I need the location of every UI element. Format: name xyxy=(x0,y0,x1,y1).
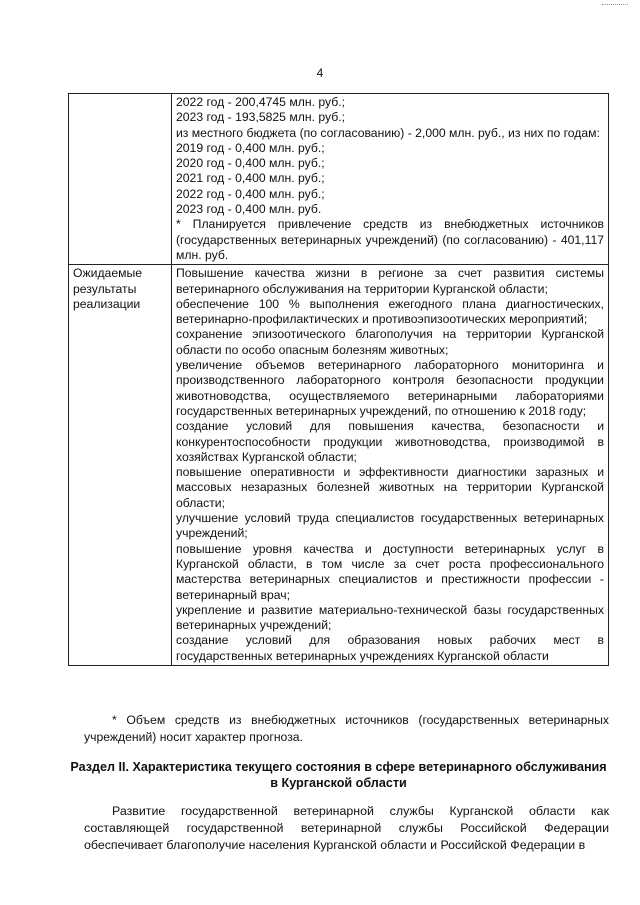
funding-line: 2023 год - 193,5825 млн. руб.; xyxy=(176,110,345,125)
result-item: увеличение объемов ветеринарного лабораторного мониторинга и производственного лабораторного контроля безопасности продукции животноводства, осуществляемого ветеринарными лабораториями государственных ветеринарных учреждений, по отношению к 2018 году; xyxy=(176,358,604,418)
results-cell xyxy=(172,265,609,666)
body-paragraph: Развитие государственной ветеринарной службы Курганской области как составляющей государственной ветеринарной службы Российской Федерации обеспечивает благополучие населения Курганской области и Российской Федерации в xyxy=(84,804,609,852)
funding-line: 2023 год - 0,400 млн. руб. xyxy=(176,202,322,217)
result-item: Повышение качества жизни в регионе за счет развития системы ветеринарного обслуживания на территории Курганской области; xyxy=(176,266,604,296)
funding-line: 2022 год - 200,4745 млн. руб.; xyxy=(176,95,345,109)
table-row xyxy=(69,94,609,265)
funding-line: 2022 год - 0,400 млн. руб.; xyxy=(176,186,325,201)
funding-line: 2021 год - 0,400 млн. руб.; xyxy=(176,171,325,186)
funding-line: 2019 год - 0,400 млн. руб.; xyxy=(176,140,325,155)
table-cell-empty xyxy=(69,94,172,265)
page-number: 4 xyxy=(316,66,324,80)
result-item: укрепление и развитие материально-технической базы государственных ветеринарных учреждений; xyxy=(176,602,604,633)
table-row xyxy=(69,265,609,666)
funding-cell xyxy=(172,94,609,265)
result-item: улучшение условий труда специалистов государственных ветеринарных учреждений; xyxy=(176,511,604,541)
results-label: Ожидаемые результаты реализации xyxy=(69,265,172,666)
funding-line: из местного бюджета (по согласованию) - 2,000 млн. руб., из них по годам: xyxy=(176,125,600,140)
corner-mark xyxy=(602,4,628,5)
result-item: создание условий для повышения качества, безопасности и конкурентоспособности продукции животноводства, производимой в хозяйствах Курганской области; xyxy=(176,419,604,464)
result-item: создание условий для образования новых рабочих мест в государственных ветеринарных учреждениях Курганской области xyxy=(176,633,604,663)
section-title: Раздел II. Характеристика текущего состояния в сфере ветеринарного обслуживания в Курганской области xyxy=(70,760,607,790)
result-item: сохранение эпизоотического благополучия на территории Курганской области по особо опасным болезням животных; xyxy=(176,327,604,357)
result-item: повышение оперативности и эффективности диагностики заразных и массовых незаразных болезней животных на территории Курганской области; xyxy=(176,465,604,510)
result-item: повышение уровня качества и доступности ветеринарных услуг в Курганской области, в том числе за счет роста профессионального мастерства ветеринарных специалистов и престижности профессии - ветеринарный врач; xyxy=(176,541,604,602)
footnote: * Объем средств из внебюджетных источников (государственных ветеринарных учреждений) носит характер прогноза. xyxy=(84,713,609,744)
funding-line: * Планируется привлечение средств из внебюджетных источников (государственных ветеринарных учреждений) (по согласованию) - 401,117 млн. руб. xyxy=(176,217,604,262)
funding-line: 2020 год - 0,400 млн. руб.; xyxy=(176,156,325,171)
result-item: обеспечение 100 % выполнения ежегодного плана диагностических, ветеринарно-профилактических и противоэпизоотических мероприятий; xyxy=(176,296,604,327)
passport-table xyxy=(68,93,609,666)
